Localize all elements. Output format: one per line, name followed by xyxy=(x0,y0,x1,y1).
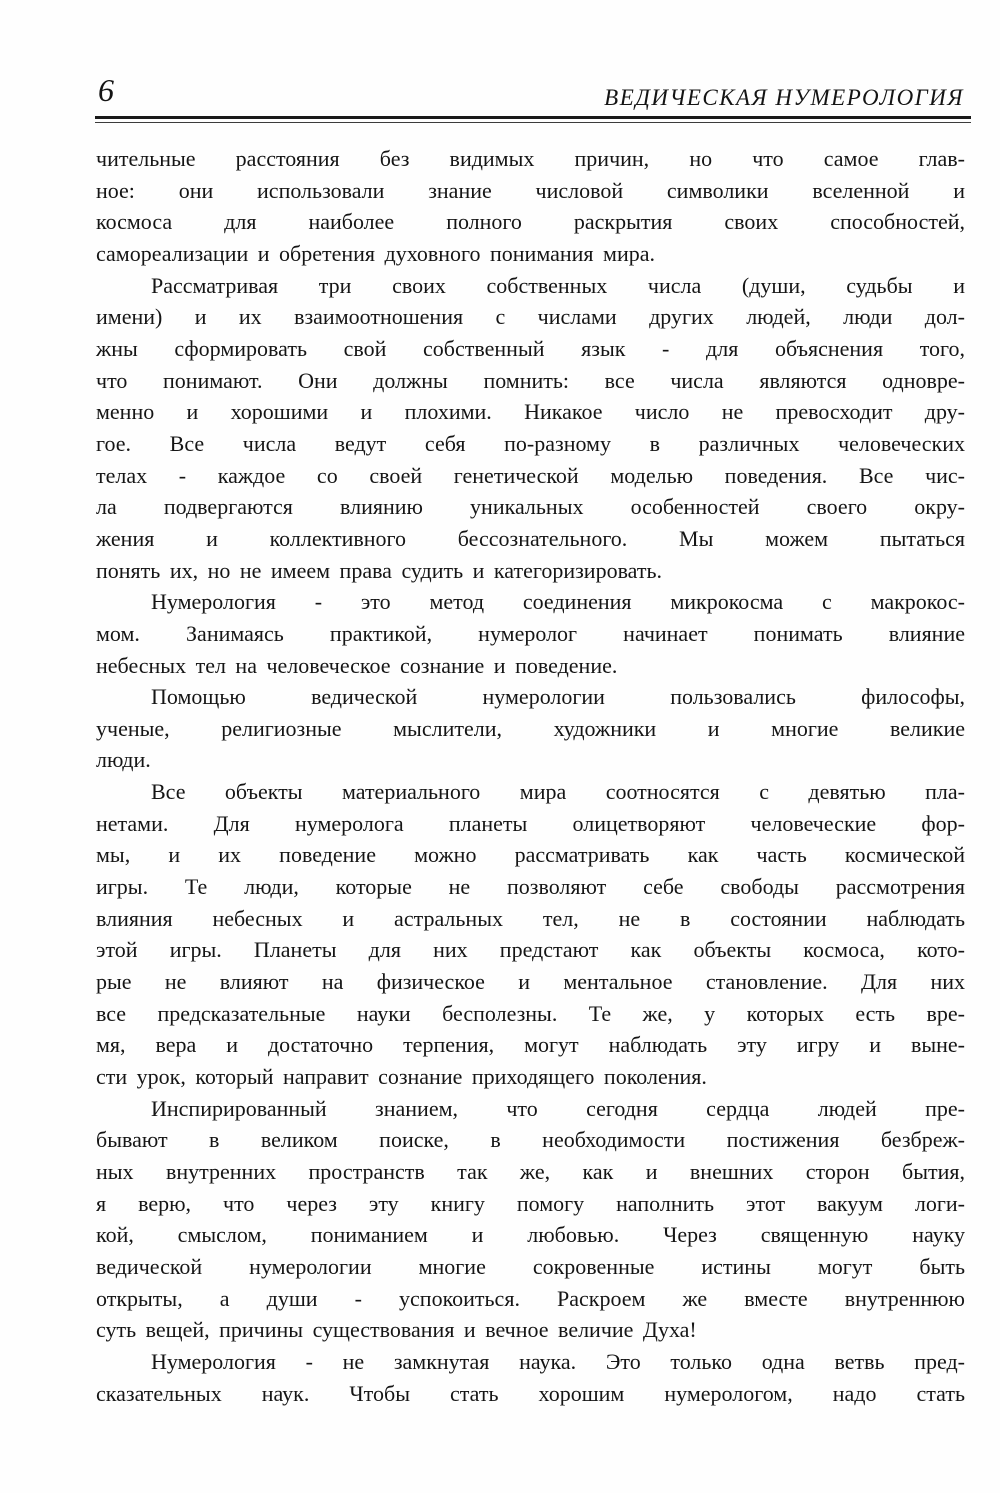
text-line: рые не влияют на физическое и ментальное становление. Для них xyxy=(96,969,965,995)
text-line: Нумерология - не замкнутая наука. Это только одна ветвь пред- xyxy=(151,1348,965,1374)
text-line: бывают в великом поиске, в необходимости постижения безбреж- xyxy=(96,1127,965,1153)
text-line: игры. Те люди, которые не позволяют себе свободы рассмотрения xyxy=(96,874,965,900)
text-line: Рассматривая три своих собственных числа (души, судьбы и xyxy=(151,272,965,298)
text-line: Инспирированный знанием, что сегодня сердца людей пре- xyxy=(151,1095,965,1121)
text-line: ученые, религиозные мыслители, художники и многие великие xyxy=(96,715,965,741)
text-line: суть вещей, причины существования и вечное величие Духа! xyxy=(96,1317,697,1343)
text-line: космоса для наиболее полного раскрытия своих способностей, xyxy=(96,209,965,235)
text-line: небесных тел на человеческое сознание и поведение. xyxy=(96,652,618,678)
text-line: Все объекты материального мира соотносятся с девятью пла- xyxy=(151,779,965,805)
running-title: ВЕДИЧЕСКАЯ НУМЕРОЛОГИЯ xyxy=(604,85,964,110)
page-body xyxy=(96,143,965,1409)
text-line: ных внутренних пространств так же, как и внешних сторон бытия, xyxy=(96,1159,965,1184)
text-line: чительные расстояния без видимых причин, но что самое глав- xyxy=(96,146,965,171)
header-rule xyxy=(95,116,971,123)
text-line: мы, и их поведение можно рассматривать как часть космической xyxy=(96,842,965,868)
text-line: нетами. Для нумеролога планеты олицетворяют человеческие фор- xyxy=(96,810,965,836)
text-line: сказательных наук. Чтобы стать хорошим нумерологом, надо стать xyxy=(96,1380,965,1406)
text-line: жения и коллективного бессознательного. Мы можем пытаться xyxy=(96,525,965,551)
text-line: самореализации и обретения духовного понимания мира. xyxy=(96,240,655,266)
text-line: люди. xyxy=(96,747,151,773)
text-line: ведической нумерологии многие сокровенные истины могут быть xyxy=(96,1253,965,1279)
text-line: сти урок, который направит сознание приходящего поколения. xyxy=(96,1064,707,1090)
text-line: все предсказательные науки бесполезны. Те же, у которых есть вре- xyxy=(96,1000,965,1026)
text-line: жны сформировать свой собственный язык - для объяснения того, xyxy=(96,335,965,361)
text-line: мя, вера и достаточно терпения, могут наблюдать эту игру и выне- xyxy=(96,1032,965,1058)
text-line: Нумерология - это метод соединения микрокосма с макрокос- xyxy=(151,589,965,615)
text-line: мом. Занимаясь практикой, нумеролог начинает понимать влияние xyxy=(96,620,965,646)
text-line: гое. Все числа ведут себя по-разному в различных человеческих xyxy=(96,430,965,456)
text-line: влияния небесных и астральных тел, не в состоянии наблюдать xyxy=(96,905,965,931)
text-line: менно и хорошими и плохими. Никакое число не превосходит дру- xyxy=(96,399,965,425)
text-line: ное: они использовали знание числовой символики вселенной и xyxy=(96,177,965,203)
page-number: 6 xyxy=(98,72,114,108)
text-line: понять их, но не имеем права судить и категоризировать. xyxy=(96,557,663,583)
text-line: Помощью ведической нумерологии пользовались философы, xyxy=(151,684,965,710)
text-line: кой, смыслом, пониманием и любовью. Через священную науку xyxy=(96,1222,965,1248)
text-line: этой игры. Планеты для них предстают как объекты космоса, кото- xyxy=(96,937,965,963)
text-line: телах - каждое со своей генетической моделью поведения. Все чис- xyxy=(96,462,965,488)
text-line: ла подвергаются влиянию уникальных особенностей своего окру- xyxy=(96,494,965,520)
text-line: открыты, а души - успокоиться. Раскроем же вместе внутреннюю xyxy=(96,1285,965,1311)
text-line: что понимают. Они должны помнить: все числа являются одновре- xyxy=(96,367,965,393)
text-line: я верю, что через эту книгу помогу наполнить этот вакуум логи- xyxy=(96,1190,965,1216)
text-line: имени) и их взаимоотношения с числами других людей, люди дол- xyxy=(96,304,965,330)
